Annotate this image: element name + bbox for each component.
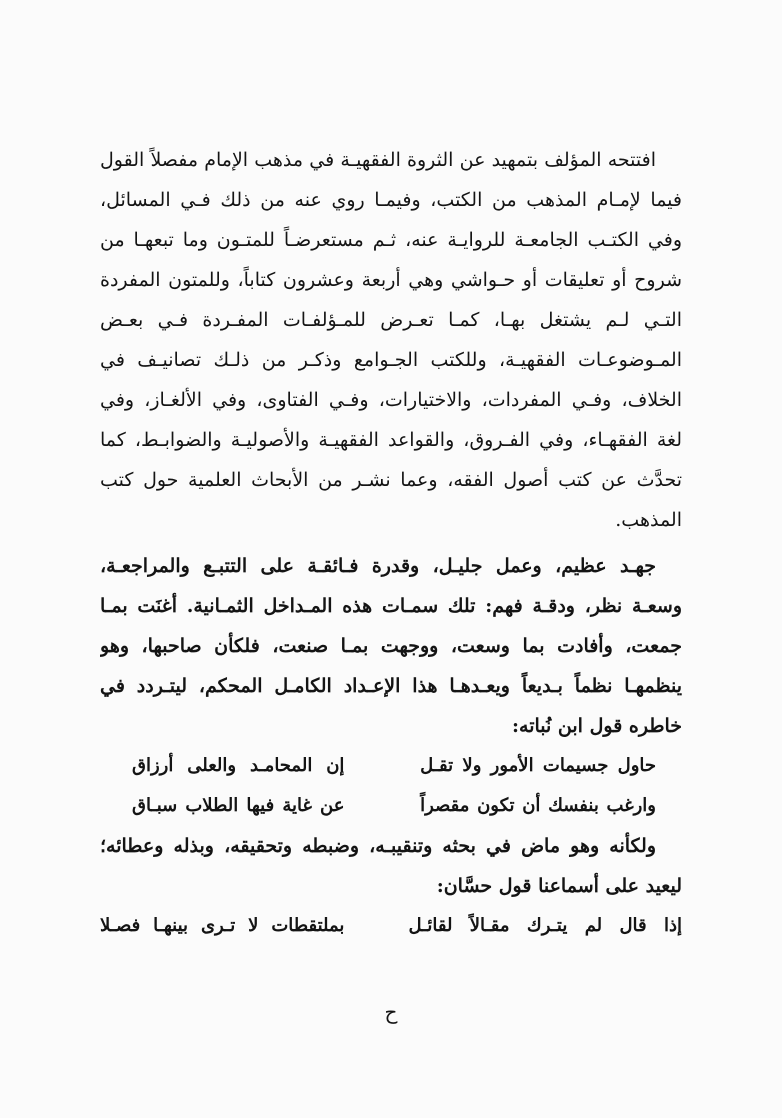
text-line: خاطره قول ابن نُباته: [512,715,682,737]
text-line: المذهب. [615,509,682,531]
text-line: التـي لـم يشتغل بهـا، كمـا تعـرض للمـؤلفـات المفـردة فـي بعـض [100,309,682,331]
poem-ibn-nubata [100,746,682,826]
text-line: لغة الفقهـاء، وفي الفـروق، والقواعد الفقهيـة والأصوليـة والضوابـط، كما [100,429,682,451]
text-line: فيما لإمـام المذهب من الكتب، وفيمـا روي عنه من ذلك فـي المسائل، [100,189,682,211]
page-number: ح [384,1000,398,1024]
verse-second-hemistich: بملتقطات لا تـرى بينهـا فصـلا [100,915,345,936]
verse-first-hemistich: إذا قال لم يتـرك مقـالاً لقائـل [408,915,682,936]
text-line: جهـد عظيم، وعمل جليـل، وقدرة فـائقـة على التتبـع والمراجعـة، [100,555,656,577]
verse-second-hemistich: إن المحامـد والعلى أرزاق [132,755,345,776]
text-line: وفي الكتـب الجامعـة للروايـة عنه، ثـم مستعرضـاً للمتـون وما تبعهـا من [100,229,682,251]
text-line: المـوضوعـات الفقهيـة، وللكتب الجـوامع وذكـر من ذلـك تصانيـف في [100,349,682,371]
poem-hassan [100,906,682,946]
verse-line [100,786,682,826]
text-line: الخلاف، وفـي المفردات، والاختيارات، وفـي الفتاوى، وفي الألغـاز، وفي [100,389,682,411]
text-line: تحدَّث عن كتب أصول الفقه، وعما نشـر من الأبحاث العلمية حول كتب [100,469,682,491]
page-body [100,140,682,946]
text-line: شروح أو تعليقات أو حـواشي وهي أربعة وعشرون كتاباً، وللمتون المفردة [100,269,682,291]
text-line: افتتحه المؤلف بتمهيد عن الثروة الفقهيـة في مذهب الإمام مفصلاً القول [100,149,656,171]
paragraph-intro [100,140,682,540]
text-line: ولكأنه وهو ماض في بحثه وتنقيبـه، وضبطه وتحقيقه، وبذله وعطائه؛ [100,835,656,857]
text-line: جمعت، وأفادت بما وسعت، ووجهت بمـا صنعت، فلكأن صاحبها، وهو [100,635,682,657]
verse-line [100,746,682,786]
verse-first-hemistich: حاول جسيمات الأمور ولا تقـل [420,755,656,776]
text-line: وسعـة نظر، ودقـة فهم: تلك سمـات هذه المـداخل الثمـانية. أغنَت بمـا [100,595,682,617]
paragraph-praise [100,546,682,746]
text-line: ليعيد على أسماعنا قول حسَّان: [436,875,682,897]
paragraph-hassan-intro [100,826,682,906]
verse-first-hemistich: وارغب بنفسك أن تكون مقصراً [420,795,656,816]
verse-second-hemistich: عن غاية فيها الطلاب سبـاق [132,795,345,816]
text-line: ينظمهـا نظماً بـديعاً ويعـدهـا هذا الإعـداد الكامـل المحكم، ليتـردد في [100,675,682,697]
verse-line [100,906,682,946]
